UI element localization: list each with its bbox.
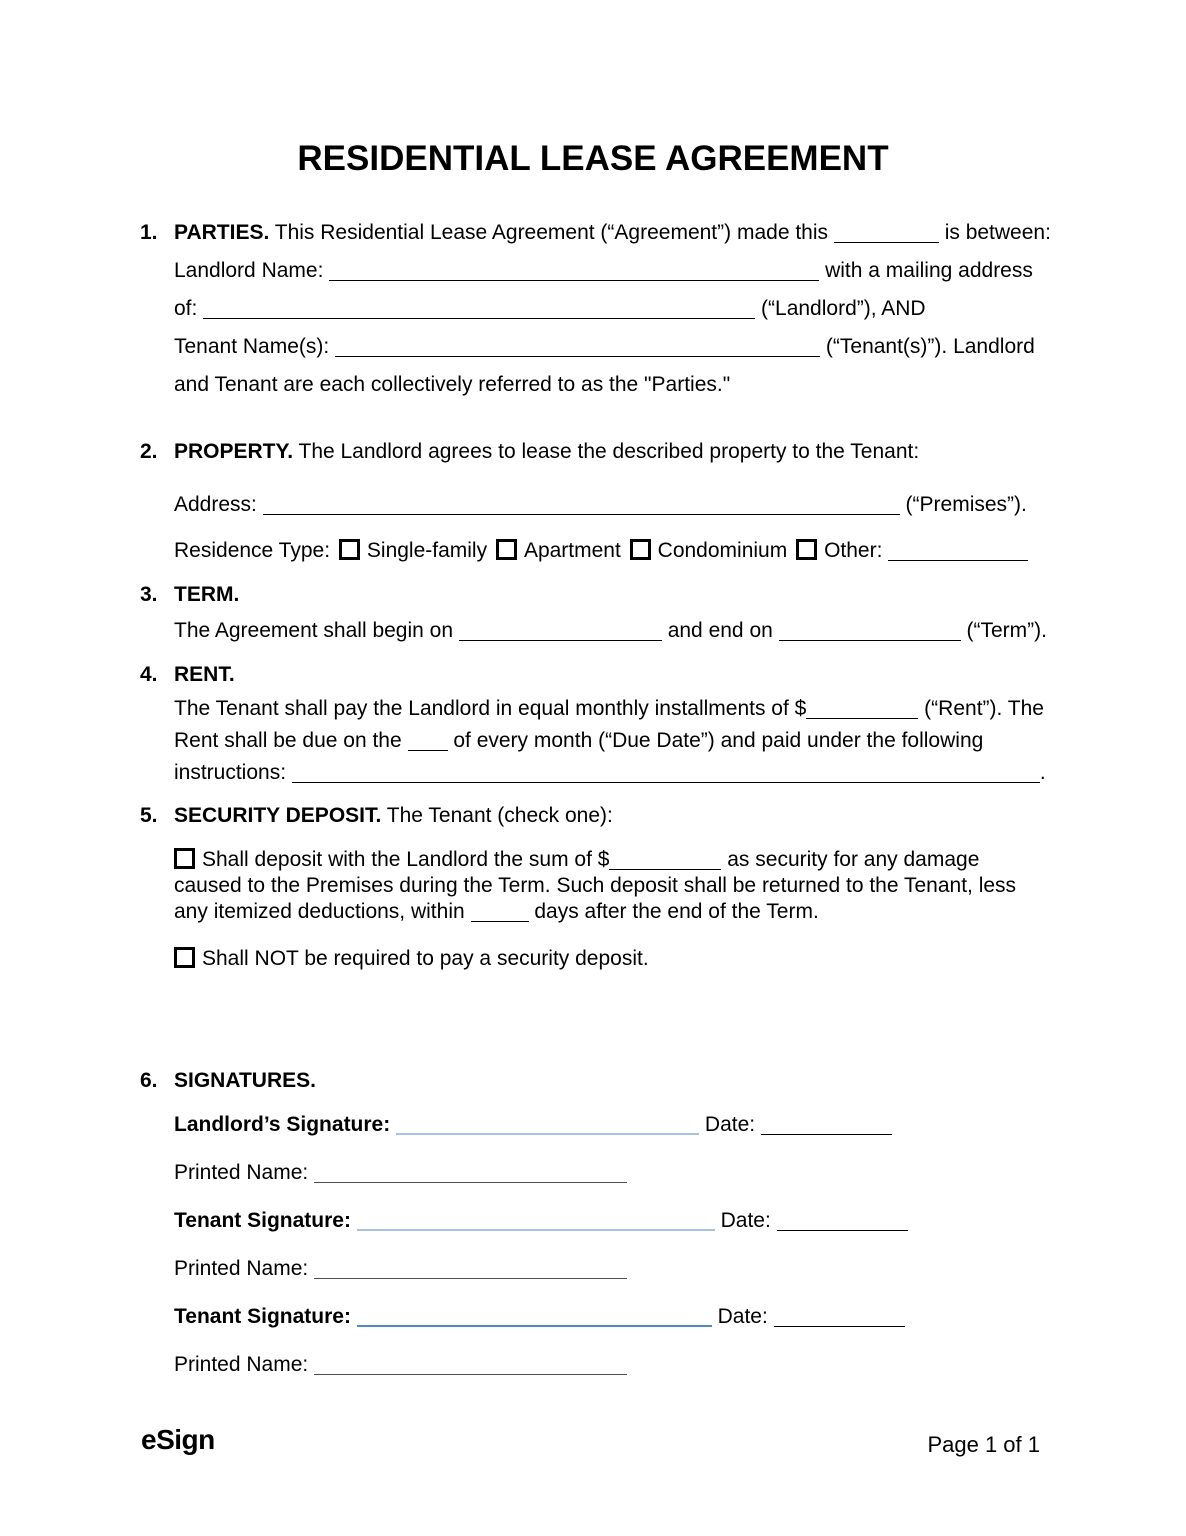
bold-label: PROPERTY. (174, 440, 294, 463)
bold-label: RENT. (174, 663, 235, 686)
text-run: . (1039, 761, 1046, 784)
text-run: of every month (“Due Date”) and paid under the following (447, 729, 984, 752)
section-number: 5. (140, 804, 158, 827)
section-number: 4. (140, 663, 158, 686)
text-run: Landlord Name: (174, 259, 330, 282)
section-number: 3. (140, 583, 158, 606)
text-run: The Tenant shall pay the Landlord in equal monthly installments of $ (174, 697, 807, 720)
single-family-checkbox[interactable] (339, 539, 360, 560)
apartment-checkbox[interactable] (496, 539, 517, 560)
text-run: Shall deposit with the Landlord the sum of $ (202, 848, 610, 871)
form-line (174, 577, 1052, 613)
text-run: instructions: (174, 761, 292, 784)
text-run: Tenant Name(s): (174, 335, 336, 358)
form-line (174, 660, 1052, 690)
form-line (174, 847, 1052, 925)
section-body (174, 660, 1052, 789)
form-line (174, 1208, 1052, 1234)
security-deposit-amount-field[interactable] (609, 851, 721, 870)
payment-instructions-field[interactable] (292, 764, 1040, 783)
bold-label: TERM. (174, 583, 240, 606)
form-line (174, 532, 1052, 570)
no-security-deposit-checkbox[interactable] (174, 947, 195, 968)
section-rent (140, 660, 1052, 789)
tenant-signature-1-date-field[interactable] (777, 1212, 908, 1231)
text-run: Date: (711, 1305, 774, 1328)
landlord-name-field[interactable] (329, 262, 819, 281)
form-line (174, 1112, 1052, 1138)
section-property (140, 433, 1052, 570)
text-run: (“Tenant(s)”). Landlord (820, 335, 1035, 358)
text-run: Printed Name: (174, 1161, 315, 1184)
document-title: RESIDENTIAL LEASE AGREEMENT (297, 139, 889, 178)
bold-label: SECURITY DEPOSIT. (174, 804, 382, 827)
section-number: 6. (140, 1069, 158, 1092)
section-body (174, 577, 1052, 649)
bold-label: SIGNATURES. (174, 1069, 316, 1092)
tenant-signature-2-date-field[interactable] (774, 1308, 905, 1327)
text-run: is between: (938, 221, 1051, 244)
landlord-printed-name-field[interactable] (314, 1164, 627, 1183)
bold-label: Tenant Signature: (174, 1209, 357, 1232)
form-line (174, 725, 1052, 757)
bold-label: Landlord’s Signature: (174, 1113, 397, 1136)
page-number: Page 1 of 1 (927, 1432, 1040, 1457)
text-run: This Residential Lease Agreement (“Agreement”) made this (269, 221, 834, 244)
form-line (174, 1256, 1052, 1282)
text-run: Other: (824, 539, 889, 562)
text-run: (“Premises”). (899, 493, 1027, 516)
section-security-deposit (140, 801, 1052, 972)
text-run: Apartment (523, 539, 627, 562)
text-run: The Agreement shall begin on (174, 619, 459, 642)
agreement-date-field[interactable] (834, 224, 939, 243)
section-body (174, 801, 1052, 972)
text-run: days after the end of the Term. (528, 900, 819, 923)
bold-label: Tenant Signature: (174, 1305, 357, 1328)
landlord-signature-date-field[interactable] (761, 1116, 892, 1135)
form-line (174, 328, 1052, 366)
text-run: Address: (174, 493, 263, 516)
form-line (174, 1160, 1052, 1186)
text-run: of: (174, 297, 204, 320)
tenant-signature-1-field[interactable] (357, 1211, 715, 1231)
form-line (174, 1352, 1052, 1378)
bold-label: PARTIES. (174, 221, 270, 244)
form-line (174, 252, 1052, 290)
text-run: with a mailing address (819, 259, 1033, 282)
section-parties (140, 214, 1052, 404)
text-run: Rent shall be due on the (174, 729, 408, 752)
form-line (174, 693, 1052, 725)
deposit-return-days-field[interactable] (471, 903, 529, 922)
text-run: The Landlord agrees to lease the described property to the Tenant: (293, 440, 920, 463)
section-number: 2. (140, 440, 158, 463)
condominium-checkbox[interactable] (630, 539, 651, 560)
landlord-signature-field[interactable] (396, 1115, 699, 1135)
tenant-printed-name-2-field[interactable] (314, 1356, 627, 1375)
text-run: Residence Type: (174, 539, 336, 562)
text-run: Condominium (657, 539, 794, 562)
other-checkbox[interactable] (796, 539, 817, 560)
text-run: and end on (661, 619, 779, 642)
text-run: Date: (714, 1209, 777, 1232)
tenant-signature-2-field[interactable] (357, 1307, 712, 1327)
section-signatures (140, 1066, 1052, 1378)
premises-address-field[interactable] (263, 496, 900, 515)
form-line (174, 801, 1052, 831)
form-line (174, 433, 1052, 471)
text-run: Shall NOT be required to pay a security deposit. (202, 947, 649, 970)
section-term (140, 577, 1052, 649)
section-body (174, 214, 1052, 404)
form-line (174, 946, 1052, 972)
form-line (174, 1066, 1052, 1096)
deposit-required-checkbox[interactable] (174, 848, 195, 869)
rent-due-day-field[interactable] (408, 732, 448, 751)
text-run: and Tenant are each collectively referred to as the "Parties." (174, 373, 731, 396)
landlord-mailing-address-field[interactable] (203, 300, 755, 319)
text-run: Printed Name: (174, 1257, 315, 1280)
form-line (174, 1304, 1052, 1330)
text-run: (“Rent”). The (918, 697, 1044, 720)
text-run: (“Term”). (960, 619, 1047, 642)
form-line (174, 613, 1052, 649)
text-run: Date: (699, 1113, 761, 1136)
text-run: (“Landlord”), AND (755, 297, 926, 320)
section-body (174, 1066, 1052, 1378)
tenant-printed-name-1-field[interactable] (314, 1260, 627, 1279)
tenant-names-field[interactable] (335, 338, 820, 357)
form-line (174, 290, 1052, 328)
text-run: as security for any damage caused to the Premises during the Term. Such deposit shall be returned to the Tenant, less any itemized deductions, within (174, 848, 1017, 923)
form-line (174, 757, 1052, 789)
rent-amount-field[interactable] (806, 700, 918, 719)
text-run: The Tenant (check one): (381, 804, 613, 827)
section-body (174, 433, 1052, 570)
text-run: Printed Name: (174, 1353, 315, 1376)
term-end-date-field[interactable] (779, 622, 961, 641)
form-line (174, 214, 1052, 252)
esign-logo: eSign (141, 1424, 215, 1455)
text-run: Single-family (366, 539, 493, 562)
section-number: 1. (140, 221, 158, 244)
other-residence-type-field[interactable] (888, 542, 1028, 561)
form-line (174, 366, 1052, 404)
term-start-date-field[interactable] (459, 622, 662, 641)
form-line (174, 486, 1052, 524)
